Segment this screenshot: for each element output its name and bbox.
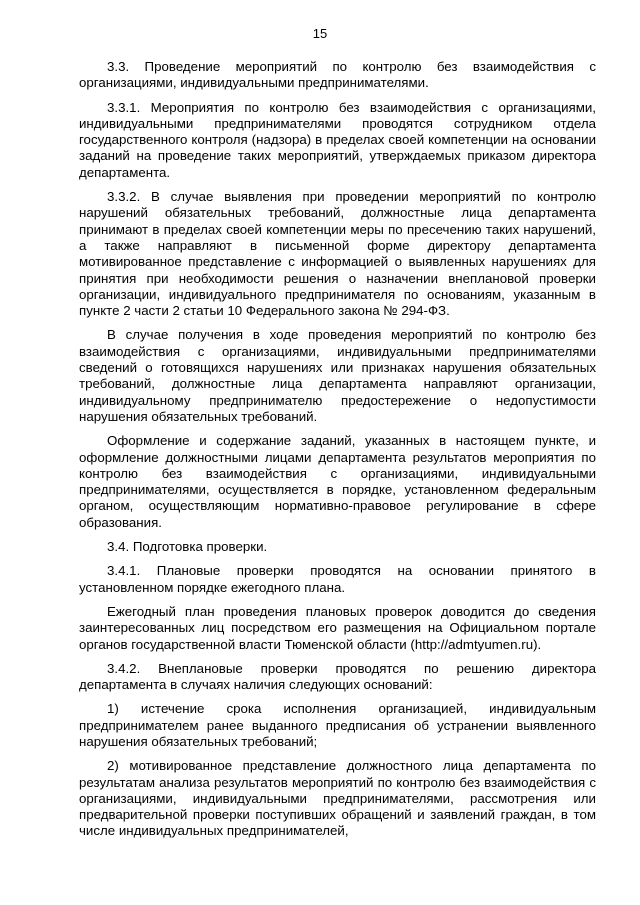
document-body [79,59,596,848]
paragraph-ground-1: 1) истечение срока исполнения организацией, индивидуальным предпринимателем ранее выданного предписания об устранении выявленного нарушения обязательных требований; [79,701,596,749]
paragraph-tasks-format: Оформление и содержание заданий, указанных в настоящем пункте, и оформление должностными лицами департамента результатов мероприятия по контролю без взаимодействия с организациями, индивидуальными предпринимателями, осуществляется в порядке, установленном федеральным органом, осуществляющим нормативно-правовое регулирование в сфере образования. [79,433,596,530]
paragraph-3-3: 3.3. Проведение мероприятий по контролю без взаимодействия с организациями, индивидуальными предпринимателями. [79,59,596,91]
paragraph-3-3-2: 3.3.2. В случае выявления при проведении мероприятий по контролю нарушений обязательных требований, должностные лица департамента принимают в пределах своей компетенции меры по пресечению таких нарушений, а также направляют в письменной форме директору департамента мотивированное представление с информацией о выявленных нарушениях для принятия при необходимости решения о назначении внеплановой проверки организации, индивидуального предпринимателя по основаниям, указанным в пункте 2 части 2 статьи 10 Федерального закона № 294-ФЗ. [79,189,596,319]
page-number: 15 [312,26,328,41]
paragraph-warning: В случае получения в ходе проведения мероприятий по контролю без взаимодействия с организациями, индивидуальными предпринимателями сведений о готовящихся нарушениях или признаках нарушения обязательных требований, должностные лица департамента направляют организации, индивидуальному предпринимателю предостережение о недопустимости нарушения обязательных требований. [79,327,596,424]
paragraph-3-4: 3.4. Подготовка проверки. [107,539,268,555]
paragraph-annual-plan: Ежегодный план проведения плановых проверок доводится до сведения заинтересованных лиц посредством его размещения на Официальном портале органов государственной власти Тюменской области (http://admtyumen.ru). [79,603,596,652]
paragraph-ground-2: 2) мотивированное представление должностного лица департамента по результатам анализа результатов мероприятий по контролю без взаимодействия с организациями, индивидуальными предпринимателями, рассмотрения или предварительной проверки поступивших обращений и заявлений граждан, в том числе индивидуальных предпринимателей, [79,758,596,839]
paragraph-3-4-1: 3.4.1. Плановые проверки проводятся на основании принятого в установленном порядке ежегодного плана. [79,563,596,595]
paragraph-3-4-2: 3.4.2. Внеплановые проверки проводятся по решению директора департамента в случаях наличия следующих оснований: [79,660,596,693]
paragraph-3-3-1: 3.3.1. Мероприятия по контролю без взаимодействия с организациями, индивидуальными предпринимателями проводятся сотрудником отдела государственного контроля (надзора) в пределах своей компетенции на основании заданий на проведение таких мероприятий, утверждаемых приказом директора департамента. [79,99,596,180]
